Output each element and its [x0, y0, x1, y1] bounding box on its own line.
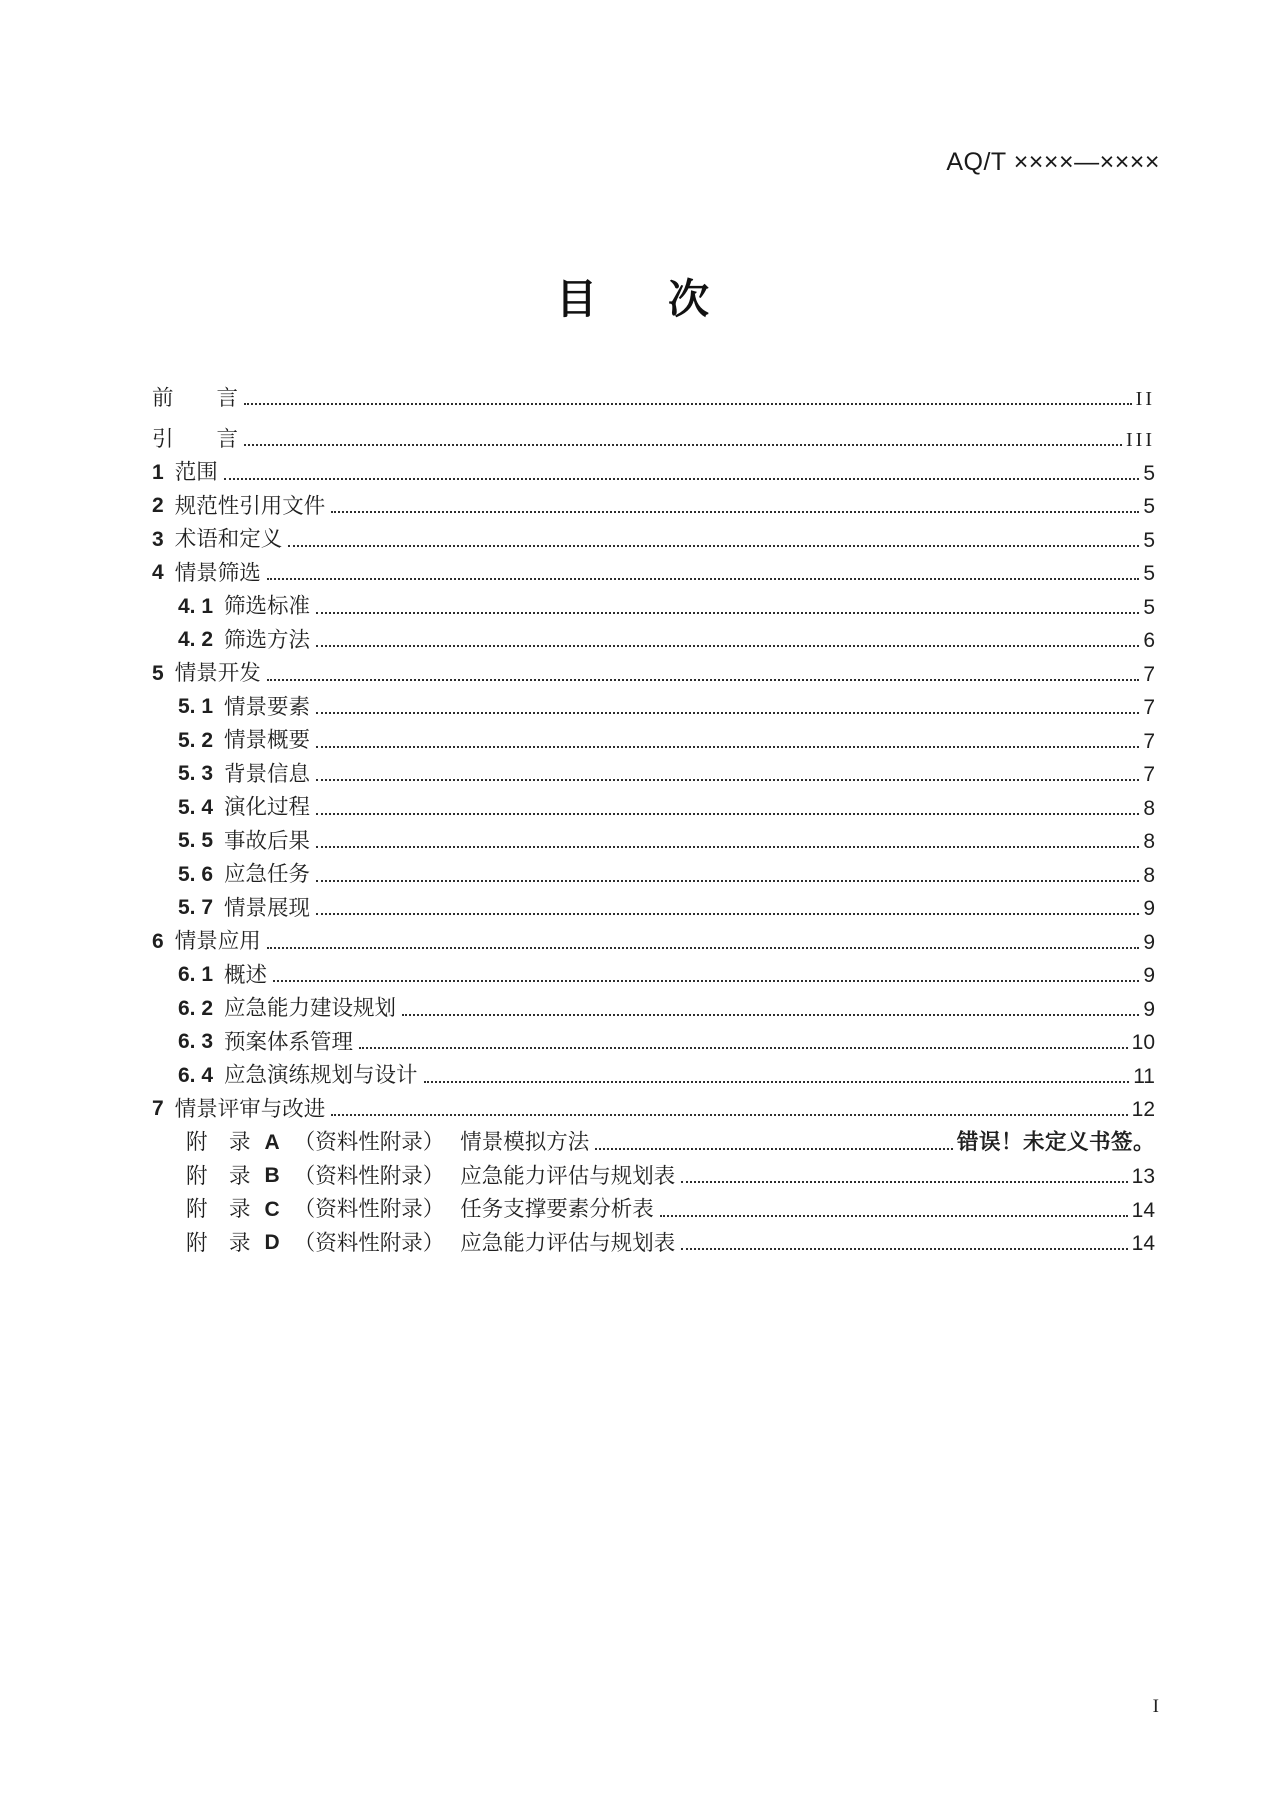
toc-entry	[152, 584, 1155, 618]
toc-entry-title: 筛选标准	[224, 594, 311, 618]
toc-entry-title: 情景展现	[224, 895, 311, 920]
toc-entry-number: 6	[152, 929, 164, 953]
toc-entry-page: 7	[1143, 729, 1155, 753]
toc-entry-title: 概述	[224, 962, 268, 987]
toc-entry-page: 错误！未定义书签。	[956, 1130, 1155, 1154]
toc-entry-page: 12	[1131, 1098, 1155, 1121]
toc-entry-title: 背景信息	[224, 761, 311, 786]
document-code: AQ/T ××××—××××	[946, 148, 1160, 176]
toc-entry-page: 11	[1133, 1064, 1155, 1088]
toc-entry-number: 3	[152, 527, 164, 551]
toc-entry-title: 预案体系管理	[224, 1029, 354, 1054]
toc-entry-page: 5	[1143, 528, 1155, 552]
toc-appendix-qualifier: （资料性附录）	[293, 1163, 445, 1188]
toc-entry-number: 5. 3	[178, 762, 214, 785]
toc-dot-leader	[316, 779, 1139, 781]
toc-dot-leader	[359, 1047, 1128, 1049]
toc-entry-title: 情景模拟方法	[460, 1130, 590, 1154]
toc-entry	[152, 618, 1155, 652]
toc-entry-number: 5. 6	[178, 862, 214, 886]
toc-entry	[152, 409, 1155, 450]
toc-entry-page: 8	[1143, 863, 1155, 887]
toc-entry-title: 情景概要	[224, 728, 311, 752]
toc-appendix-qualifier: （资料性附录）	[293, 1197, 445, 1221]
toc-entry-page: 5	[1143, 461, 1155, 485]
toc-entry	[152, 651, 1155, 685]
toc-entry	[152, 1053, 1155, 1087]
toc-entry	[152, 819, 1155, 853]
toc-dot-leader	[316, 612, 1139, 614]
toc-entry	[152, 1087, 1155, 1121]
toc-entry	[152, 1020, 1155, 1054]
toc-entry-page: 9	[1143, 897, 1155, 920]
toc-entry	[152, 551, 1155, 585]
toc-dot-leader	[267, 947, 1140, 949]
toc-entry-number: 6. 4	[178, 1063, 214, 1087]
toc-entry-title: 引 言	[152, 426, 239, 451]
toc-entry-number: 6. 2	[178, 996, 214, 1020]
toc-entry	[152, 450, 1155, 484]
toc-dot-leader	[267, 679, 1140, 681]
toc-entry-page: II	[1135, 388, 1155, 410]
toc-appendix-letter: A	[264, 1130, 280, 1154]
toc-appendix-prefix: 附 录	[186, 1130, 251, 1154]
toc-entry-number: 5. 5	[178, 829, 214, 852]
toc-dot-leader	[288, 545, 1139, 547]
page-title: 目 次	[556, 276, 724, 322]
footer-page-number: I	[1152, 1696, 1159, 1717]
toc-dot-leader	[224, 478, 1140, 480]
toc-entry-number: 4. 1	[178, 594, 214, 618]
toc-entry-number: 5. 2	[178, 728, 214, 752]
toc-entry-title: 情景开发	[174, 661, 261, 685]
toc-entry-number: 4. 2	[178, 628, 214, 651]
toc-entry-number: 5. 1	[178, 695, 214, 718]
toc-dot-leader	[402, 1014, 1139, 1016]
toc-appendix-qualifier: （资料性附录）	[293, 1230, 445, 1255]
toc-entry-page: 8	[1143, 830, 1155, 853]
toc-entry	[152, 1187, 1155, 1221]
toc-entry-number: 5. 4	[178, 795, 214, 819]
toc-entry-page: 7	[1143, 696, 1155, 719]
toc-entry	[152, 1120, 1155, 1154]
toc-dot-leader	[681, 1181, 1127, 1183]
toc-entry-page: 6	[1143, 629, 1155, 652]
toc-dot-leader	[316, 712, 1139, 714]
toc-entry-title: 情景应用	[174, 929, 261, 953]
toc-entry	[152, 685, 1155, 719]
toc-appendix-letter: B	[264, 1164, 280, 1187]
toc-entry-page: 5	[1143, 495, 1155, 518]
toc-entry-title: 情景筛选	[174, 560, 261, 585]
toc-entry	[152, 886, 1155, 920]
toc-dot-leader	[244, 403, 1132, 405]
toc-entry	[152, 517, 1155, 551]
toc-entry-number: 7	[152, 1097, 164, 1120]
toc-entry	[152, 785, 1155, 819]
toc-entry-number: 6. 3	[178, 1030, 214, 1053]
toc-appendix-letter: D	[264, 1231, 280, 1254]
toc-entry-title: 范围	[174, 460, 218, 484]
toc-entry-page: III	[1126, 429, 1155, 451]
toc-dot-leader	[316, 746, 1139, 748]
toc-entry	[152, 368, 1155, 409]
toc-entry-number: 6. 1	[178, 963, 214, 986]
toc-entry-title: 任务支撑要素分析表	[460, 1197, 654, 1221]
toc-entry	[152, 484, 1155, 518]
toc-entry	[152, 752, 1155, 786]
toc-entry-page: 9	[1143, 964, 1155, 987]
toc-entry-number: 4	[152, 561, 164, 584]
toc-dot-leader	[331, 1114, 1127, 1116]
toc-entry-number: 1	[152, 460, 164, 484]
toc-entry-title: 应急能力评估与规划表	[460, 1163, 676, 1188]
toc-entry-title: 规范性引用文件	[174, 493, 326, 518]
toc-entry-title: 演化过程	[224, 795, 311, 819]
toc-entry-number: 2	[152, 494, 164, 517]
toc-entry-title: 事故后果	[224, 828, 311, 853]
toc-dot-leader	[244, 444, 1122, 446]
toc-dot-leader	[316, 846, 1139, 848]
toc-dot-leader	[660, 1215, 1128, 1217]
toc-entry-title: 术语和定义	[174, 527, 283, 551]
toc-entry	[152, 1221, 1155, 1255]
toc-appendix-letter: C	[264, 1197, 280, 1221]
toc-entry-title: 筛选方法	[224, 627, 311, 652]
toc-entry-title: 应急能力评估与规划表	[460, 1230, 676, 1255]
toc-entry	[152, 986, 1155, 1020]
toc-entry-title: 应急任务	[224, 862, 311, 886]
toc-dot-leader	[424, 1081, 1130, 1083]
toc-entry-page: 5	[1143, 595, 1155, 619]
toc-entry-title: 情景要素	[224, 694, 311, 719]
toc-dot-leader	[273, 980, 1139, 982]
toc-entry-page: 13	[1131, 1165, 1155, 1188]
toc-dot-leader	[316, 813, 1139, 815]
toc-entry-page: 10	[1131, 1031, 1155, 1054]
toc-dot-leader	[595, 1148, 953, 1150]
toc-entry-page: 9	[1143, 997, 1155, 1021]
toc-entry-title: 应急能力建设规划	[224, 996, 397, 1020]
toc-entry-page: 5	[1143, 562, 1155, 585]
toc-dot-leader	[681, 1248, 1127, 1250]
toc-appendix-prefix: 附 录	[186, 1197, 251, 1221]
toc-entry	[152, 953, 1155, 987]
toc-entry	[152, 718, 1155, 752]
toc-entry-page: 9	[1143, 930, 1155, 954]
toc-dot-leader	[316, 880, 1139, 882]
toc-appendix-prefix: 附 录	[186, 1230, 251, 1255]
toc-entry-page: 7	[1143, 662, 1155, 686]
toc-entry-page: 7	[1143, 763, 1155, 786]
toc-entry-number: 5	[152, 661, 164, 685]
toc-entry	[152, 1154, 1155, 1188]
toc-dot-leader	[331, 511, 1139, 513]
toc-entry	[152, 919, 1155, 953]
toc-list	[152, 368, 1155, 1254]
toc-dot-leader	[267, 578, 1140, 580]
toc-entry-title: 前 言	[152, 385, 239, 410]
toc-dot-leader	[316, 913, 1139, 915]
toc-dot-leader	[316, 645, 1139, 647]
toc-entry-title: 应急演练规划与设计	[224, 1063, 418, 1087]
toc-entry-page: 14	[1131, 1232, 1155, 1255]
toc-entry-title: 情景评审与改进	[174, 1096, 326, 1121]
toc-appendix-prefix: 附 录	[186, 1163, 251, 1188]
toc-entry-page: 8	[1143, 796, 1155, 820]
toc-entry	[152, 852, 1155, 886]
toc-appendix-qualifier: （资料性附录）	[293, 1130, 445, 1154]
toc-entry-number: 5. 7	[178, 896, 214, 919]
toc-entry-page: 14	[1131, 1198, 1155, 1222]
